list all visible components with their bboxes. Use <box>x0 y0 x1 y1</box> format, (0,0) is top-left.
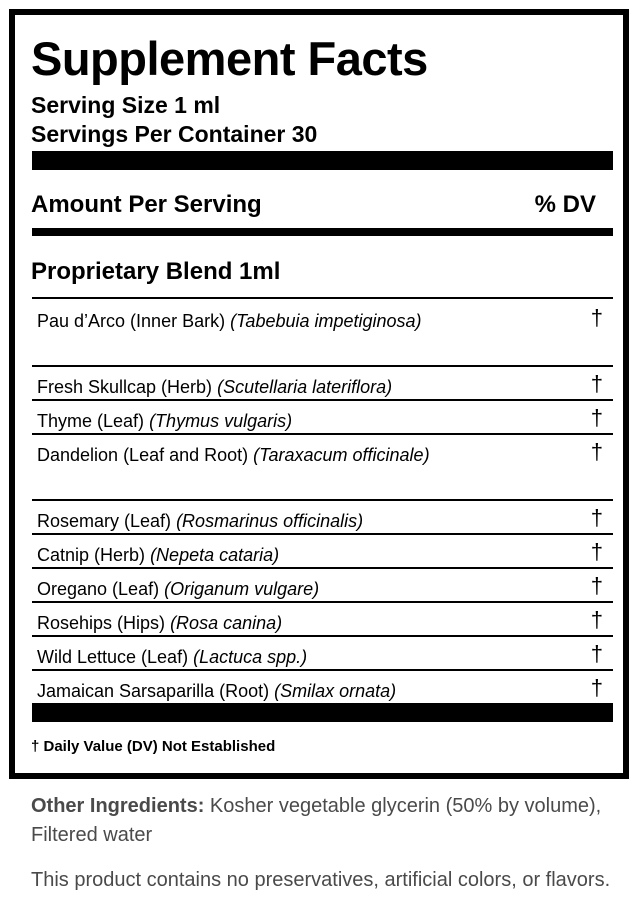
ingredient-latin: (Smilax ornata) <box>274 681 397 701</box>
panel-title: Supplement Facts <box>31 32 428 85</box>
dagger-symbol: † <box>590 641 603 666</box>
ingredient-name: Fresh Skullcap (Herb) <box>37 377 213 397</box>
ingredient-latin: (Lactuca spp.) <box>193 647 308 667</box>
ingredient-row <box>32 435 613 501</box>
servings-per-container: Servings Per Container 30 <box>31 121 318 147</box>
ingredient-latin: (Nepeta cataria) <box>150 545 280 565</box>
ingredient-row <box>32 401 613 435</box>
ingredient-latin: (Rosa canina) <box>170 613 283 633</box>
ingredient-name: Pau d’Arco (Inner Bark) <box>37 311 226 331</box>
supplement-facts-panel <box>9 9 629 779</box>
dagger-symbol: † <box>590 607 603 632</box>
ingredient-name: Thyme (Leaf) <box>37 411 145 431</box>
daily-value-header: % DV <box>534 191 596 218</box>
ingredient-name: Rosemary (Leaf) <box>37 511 172 531</box>
ingredient-row <box>32 671 613 703</box>
ingredient-name: Oregano (Leaf) <box>37 579 160 599</box>
ingredient-row <box>32 501 613 535</box>
dagger-symbol: † <box>590 371 603 396</box>
thick-divider-top <box>32 151 613 170</box>
dagger-symbol: † <box>590 439 603 464</box>
ingredient-name: Rosehips (Hips) <box>37 613 166 633</box>
ingredient-latin: (Tabebuia impetiginosa) <box>230 311 422 331</box>
ingredient-list <box>32 301 613 703</box>
dagger-symbol: † <box>590 505 603 530</box>
ingredient-latin: (Thymus vulgaris) <box>149 411 293 431</box>
ingredient-row <box>32 301 613 367</box>
ingredient-row <box>32 603 613 637</box>
ingredient-name: Catnip (Herb) <box>37 545 146 565</box>
amount-per-serving-header: Amount Per Serving <box>31 191 262 218</box>
blend-divider <box>32 297 613 299</box>
dagger-symbol: † <box>590 675 603 700</box>
thick-divider-bottom <box>32 703 613 722</box>
ingredient-latin: (Scutellaria lateriflora) <box>217 377 393 397</box>
proprietary-blend-title: Proprietary Blend 1ml <box>31 258 281 285</box>
ingredient-row <box>32 569 613 603</box>
dagger-symbol: † <box>590 405 603 430</box>
ingredient-row <box>32 367 613 401</box>
disclaimer-text: This product contains no preservatives, artificial colors, or flavors. <box>31 869 611 891</box>
serving-size: Serving Size 1 ml <box>31 92 221 118</box>
ingredient-latin: (Origanum vulgare) <box>164 579 320 599</box>
dagger-symbol: † <box>590 305 603 330</box>
ingredient-row <box>32 637 613 671</box>
ingredient-latin: (Taraxacum officinale) <box>253 445 430 465</box>
ingredient-latin: (Rosmarinus officinalis) <box>176 511 364 531</box>
other-ingredients-text: Kosher vegetable glycerin (50% by volume), Filtered water <box>31 795 602 846</box>
ingredient-name: Dandelion (Leaf and Root) <box>37 445 249 465</box>
medium-divider <box>32 228 613 236</box>
ingredient-row <box>32 535 613 569</box>
other-ingredients-label: Other Ingredients: <box>31 795 205 817</box>
dagger-symbol: † <box>590 573 603 598</box>
ingredient-name: Wild Lettuce (Leaf) <box>37 647 189 667</box>
dagger-symbol: † <box>590 539 603 564</box>
daily-value-footnote: † Daily Value (DV) Not Established <box>31 738 276 755</box>
other-ingredients <box>31 792 611 850</box>
ingredient-name: Jamaican Sarsaparilla (Root) <box>37 681 270 701</box>
